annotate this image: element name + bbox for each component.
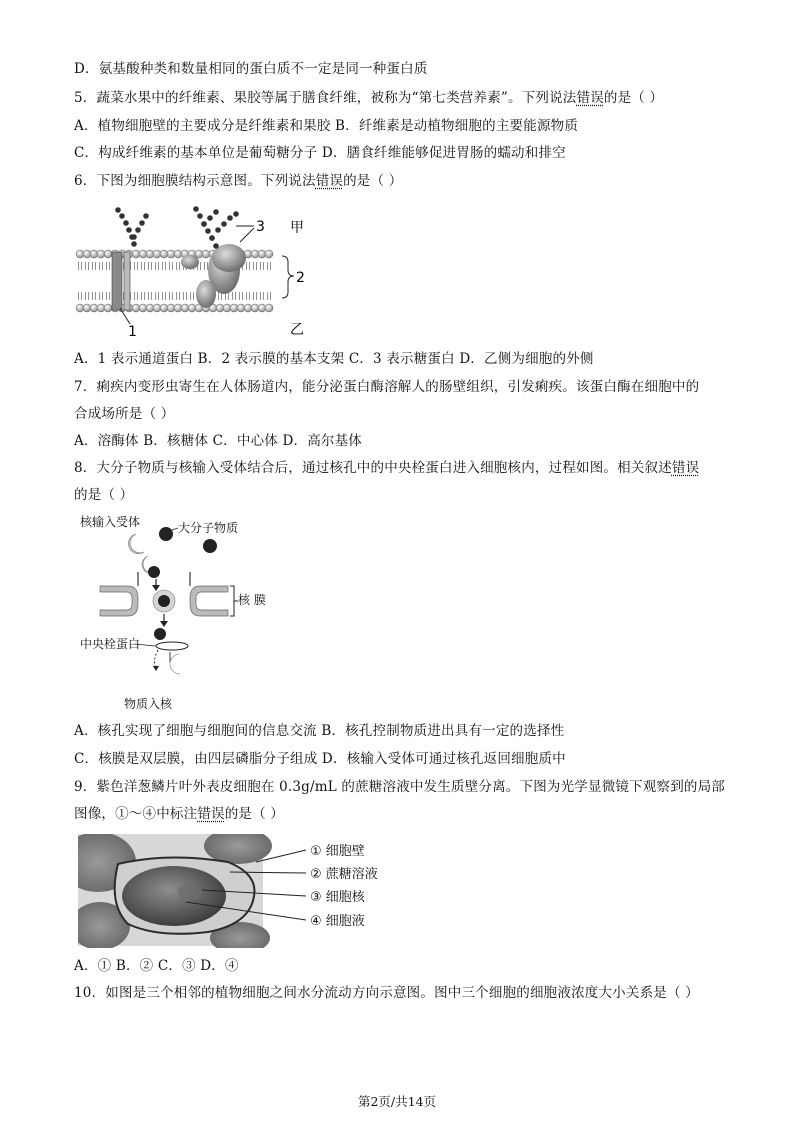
label-yi: 乙 (290, 322, 304, 338)
label-nucleus: ③ 细胞核 (310, 890, 365, 905)
nuclear-envelope-right (190, 586, 228, 616)
sugar-bead (131, 241, 137, 247)
phospholipid-head (265, 304, 273, 312)
membrane-protein (196, 280, 216, 308)
q4-option-d: D．氨基酸种类和数量相同的蛋白质不一定是同一种蛋白质 (74, 61, 428, 77)
q8-stem-line1: 8．大分子物质与核输入受体结合后，通过核孔中的中央栓蛋白进入细胞核内，过程如图。相关叙述错误 (74, 460, 700, 476)
q8-options-cd: C．核膜是双层膜，由四层磷脂分子组成 D．核输入受体可通过核孔返回细胞质中 (74, 751, 566, 767)
receptor-label: 核输入受体 (80, 515, 141, 529)
q9-options: A．① B．② C．③ D．④ (74, 958, 239, 974)
sugar-bead (126, 227, 132, 233)
sugar-bead (209, 235, 215, 241)
sugar-bead (193, 206, 199, 212)
receptor-crescent (170, 654, 180, 674)
nuclear-envelope-label: 核 膜 (238, 593, 266, 607)
cell-membrane-diagram (74, 200, 324, 340)
phospholipid-head (265, 250, 273, 258)
macromolecule-dot (154, 628, 166, 640)
label-sucrose-solution: ② 蔗糖溶液 (310, 867, 378, 882)
nuclear-pore-diagram (78, 512, 288, 712)
sugar-bead (135, 227, 141, 233)
sugar-bead (207, 215, 213, 221)
q5-options-ab: A．植物细胞壁的主要成分是纤维素和果胶 B．纤维素是动植物细胞的主要能源物质 (74, 118, 579, 134)
label-3: 3 (256, 219, 265, 235)
sugar-chains (115, 206, 239, 249)
sugar-bead (143, 213, 149, 219)
page-number: 第2页/共14页 (357, 1094, 437, 1109)
label-1: 1 (128, 324, 137, 340)
macromolecule-dot (203, 539, 217, 553)
label-2-brace (282, 256, 294, 298)
macromolecule-dot (158, 595, 170, 607)
label-cell-sap: ④ 细胞液 (310, 914, 365, 929)
sugar-bead (213, 243, 219, 249)
plug-protein-label: 中央栓蛋白 (80, 637, 141, 651)
sugar-bead (123, 220, 129, 226)
q7-options: A．溶酶体 B．核糖体 C．中心体 D．高尔基体 (74, 433, 362, 449)
protoplast (122, 866, 226, 926)
sugar-bead (131, 234, 137, 240)
q6-options: A．1 表示通道蛋白 B．2 表示膜的基本支架 C．3 表示糖蛋白 D．乙侧为细胞的外侧 (74, 351, 594, 367)
q8-stem-line2: 的是（ ） (74, 487, 134, 503)
sugar-bead (221, 221, 227, 227)
q5-stem: 5．蔬菜水果中的纤维素、果胶等属于膳食纤维，被称为“第七类营养素”。下列说法错误的是（ ） (74, 90, 664, 106)
sugar-bead (115, 207, 121, 213)
phospholipid-tails (79, 262, 271, 300)
membrane-protein (181, 255, 199, 269)
nucleus (178, 884, 202, 900)
sugar-bead (227, 215, 233, 221)
plasmolysis-micrograph (78, 834, 408, 948)
sugar-bead (197, 213, 203, 219)
sugar-bead (205, 228, 211, 234)
q9-stem-line1: 9．紫色洋葱鳞片叶外表皮细胞在 0.3g/mL 的蔗糖溶液中发生质壁分离。下图为光学显微镜下观察到的局部 (74, 779, 725, 795)
sugar-bead (201, 221, 207, 227)
sugar-bead (215, 227, 221, 233)
nuclear-envelope-left (100, 586, 138, 616)
sugar-bead (139, 220, 145, 226)
macromolecule-dot (148, 566, 160, 578)
label-cell-wall: ① 细胞壁 (310, 844, 365, 859)
channel-protein (112, 252, 122, 310)
macromolecule-label: 大分子物质 (178, 521, 239, 535)
q5-options-cd: C．构成纤维素的基本单位是葡萄糖分子 D．膳食纤维能够促进胃肠的蠕动和排空 (74, 145, 566, 161)
label-jia: 甲 (290, 220, 304, 236)
label-3-leader (240, 228, 254, 242)
q6-stem: 6．下图为细胞膜结构示意图。下列说法错误的是（ ） (74, 173, 403, 189)
sugar-bead (213, 209, 219, 215)
macromolecule-dot (159, 527, 173, 541)
central-plug (156, 642, 188, 650)
q10-stem: 10．如图是三个相邻的植物细胞之间水分流动方向示意图。图中三个细胞的细胞液浓度大小关系是（ ） (74, 985, 699, 1001)
channel-protein (124, 252, 130, 310)
sugar-bead (233, 211, 239, 217)
q7-stem-line2: 合成场所是（ ） (74, 406, 175, 422)
q8-options-ab: A．核孔实现了细胞与细胞间的信息交流 B．核孔控制物质进出具有一定的选择性 (74, 723, 565, 739)
sugar-bead (119, 213, 125, 219)
entry-label: 物质入核 (124, 697, 173, 711)
receptor-crescent (128, 534, 144, 554)
q9-stem-line2: 图像，①～④中标注错误的是（ ） (74, 806, 285, 822)
label-2: 2 (296, 270, 305, 286)
q7-stem-line1: 7．痢疾内变形虫寄生在人体肠道内，能分泌蛋白酶溶解人的肠壁组织，引发痢疾。该蛋白酶在细胞中的 (74, 379, 700, 395)
